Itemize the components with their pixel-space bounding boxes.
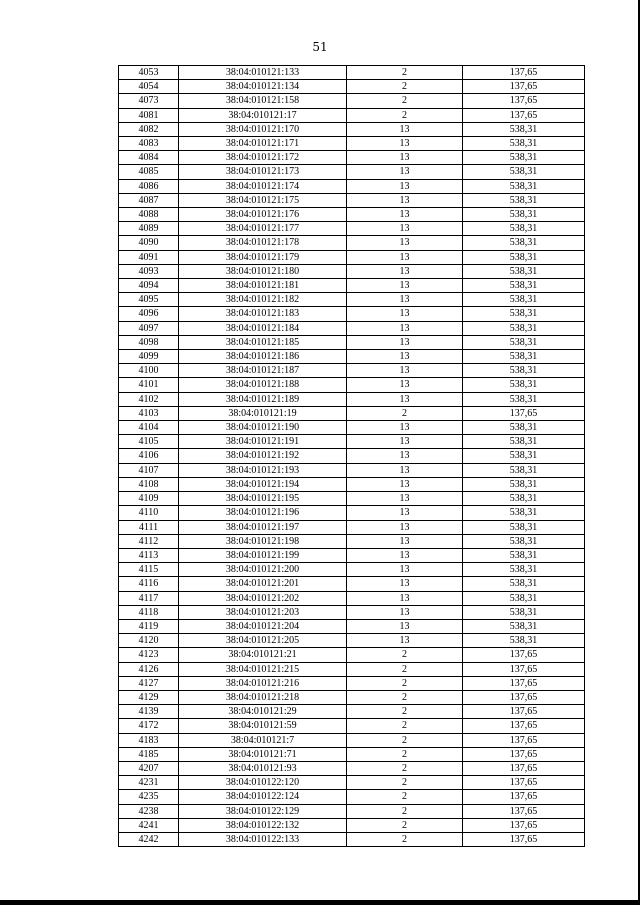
table-row (119, 534, 585, 548)
cadastral-number-cell: 38:04:010121:216 (179, 676, 347, 690)
area-cell: 538,31 (463, 563, 585, 577)
table-row (119, 392, 585, 406)
share-count-cell: 2 (347, 761, 463, 775)
cadastral-number-cell: 38:04:010121:182 (179, 293, 347, 307)
row-number-cell: 4118 (119, 605, 179, 619)
row-number-cell: 4082 (119, 122, 179, 136)
share-count-cell: 13 (347, 520, 463, 534)
row-number-cell: 4113 (119, 548, 179, 562)
table-row (119, 591, 585, 605)
cadastral-number-cell: 38:04:010121:177 (179, 222, 347, 236)
share-count-cell: 13 (347, 619, 463, 633)
area-cell: 538,31 (463, 122, 585, 136)
table-row (119, 165, 585, 179)
area-cell: 538,31 (463, 335, 585, 349)
table-row (119, 662, 585, 676)
cadastral-number-cell: 38:04:010121:190 (179, 421, 347, 435)
table-row (119, 236, 585, 250)
row-number-cell: 4085 (119, 165, 179, 179)
cadastral-number-cell: 38:04:010121:17 (179, 108, 347, 122)
cadastral-number-cell: 38:04:010121:201 (179, 577, 347, 591)
table-row (119, 108, 585, 122)
area-cell: 538,31 (463, 619, 585, 633)
cadastral-number-cell: 38:04:010121:188 (179, 378, 347, 392)
row-number-cell: 4089 (119, 222, 179, 236)
area-cell: 538,31 (463, 605, 585, 619)
row-number-cell: 4119 (119, 619, 179, 633)
cadastral-number-cell: 38:04:010122:124 (179, 790, 347, 804)
table-row (119, 307, 585, 321)
share-count-cell: 2 (347, 108, 463, 122)
share-count-cell: 13 (347, 208, 463, 222)
cadastral-number-cell: 38:04:010121:178 (179, 236, 347, 250)
area-cell: 538,31 (463, 321, 585, 335)
row-number-cell: 4241 (119, 818, 179, 832)
row-number-cell: 4093 (119, 264, 179, 278)
row-number-cell: 4172 (119, 719, 179, 733)
row-number-cell: 4112 (119, 534, 179, 548)
share-count-cell: 13 (347, 137, 463, 151)
area-cell: 538,31 (463, 279, 585, 293)
area-cell: 538,31 (463, 193, 585, 207)
share-count-cell: 13 (347, 421, 463, 435)
area-cell: 538,31 (463, 236, 585, 250)
table-row (119, 548, 585, 562)
table-row (119, 151, 585, 165)
share-count-cell: 13 (347, 506, 463, 520)
cadastral-number-cell: 38:04:010121:218 (179, 690, 347, 704)
area-cell: 538,31 (463, 151, 585, 165)
area-cell: 538,31 (463, 492, 585, 506)
cadastral-number-cell: 38:04:010121:158 (179, 94, 347, 108)
area-cell: 538,31 (463, 350, 585, 364)
row-number-cell: 4183 (119, 733, 179, 747)
share-count-cell: 2 (347, 648, 463, 662)
area-cell: 137,65 (463, 690, 585, 704)
area-cell: 137,65 (463, 705, 585, 719)
row-number-cell: 4086 (119, 179, 179, 193)
table-row (119, 790, 585, 804)
table-row (119, 80, 585, 94)
area-cell: 538,31 (463, 179, 585, 193)
row-number-cell: 4101 (119, 378, 179, 392)
table-row (119, 449, 585, 463)
table-row (119, 477, 585, 491)
area-cell: 538,31 (463, 463, 585, 477)
row-number-cell: 4094 (119, 279, 179, 293)
table-row (119, 406, 585, 420)
share-count-cell: 13 (347, 392, 463, 406)
area-cell: 538,31 (463, 435, 585, 449)
area-cell: 137,65 (463, 66, 585, 80)
area-cell: 137,65 (463, 804, 585, 818)
row-number-cell: 4091 (119, 250, 179, 264)
cadastral-number-cell: 38:04:010121:93 (179, 761, 347, 775)
share-count-cell: 2 (347, 790, 463, 804)
area-cell: 538,31 (463, 449, 585, 463)
table-row (119, 435, 585, 449)
table-row (119, 335, 585, 349)
row-number-cell: 4104 (119, 421, 179, 435)
share-count-cell: 13 (347, 179, 463, 193)
share-count-cell: 13 (347, 364, 463, 378)
row-number-cell: 4097 (119, 321, 179, 335)
table-row (119, 350, 585, 364)
row-number-cell: 4126 (119, 662, 179, 676)
table-row (119, 577, 585, 591)
table-row (119, 421, 585, 435)
row-number-cell: 4242 (119, 832, 179, 846)
row-number-cell: 4231 (119, 776, 179, 790)
row-number-cell: 4100 (119, 364, 179, 378)
cadastral-number-cell: 38:04:010121:175 (179, 193, 347, 207)
table-row (119, 264, 585, 278)
row-number-cell: 4129 (119, 690, 179, 704)
area-cell: 137,65 (463, 406, 585, 420)
cadastral-number-cell: 38:04:010121:59 (179, 719, 347, 733)
cadastral-number-cell: 38:04:010121:181 (179, 279, 347, 293)
area-cell: 137,65 (463, 662, 585, 676)
share-count-cell: 2 (347, 818, 463, 832)
share-count-cell: 13 (347, 563, 463, 577)
share-count-cell: 2 (347, 733, 463, 747)
row-number-cell: 4123 (119, 648, 179, 662)
row-number-cell: 4120 (119, 634, 179, 648)
row-number-cell: 4235 (119, 790, 179, 804)
table-row (119, 364, 585, 378)
area-cell: 538,31 (463, 222, 585, 236)
area-cell: 538,31 (463, 293, 585, 307)
row-number-cell: 4099 (119, 350, 179, 364)
share-count-cell: 13 (347, 264, 463, 278)
table-row (119, 761, 585, 775)
row-number-cell: 4081 (119, 108, 179, 122)
cadastral-number-cell: 38:04:010121:186 (179, 350, 347, 364)
share-count-cell: 2 (347, 94, 463, 108)
row-number-cell: 4109 (119, 492, 179, 506)
table-row (119, 378, 585, 392)
table-row (119, 648, 585, 662)
cadastral-number-cell: 38:04:010121:183 (179, 307, 347, 321)
area-cell: 137,65 (463, 776, 585, 790)
cadastral-number-cell: 38:04:010121:192 (179, 449, 347, 463)
area-cell: 137,65 (463, 747, 585, 761)
row-number-cell: 4073 (119, 94, 179, 108)
cadastral-number-cell: 38:04:010121:184 (179, 321, 347, 335)
row-number-cell: 4084 (119, 151, 179, 165)
area-cell: 137,65 (463, 108, 585, 122)
row-number-cell: 4139 (119, 705, 179, 719)
share-count-cell: 13 (347, 293, 463, 307)
row-number-cell: 4103 (119, 406, 179, 420)
area-cell: 538,31 (463, 208, 585, 222)
cadastral-number-cell: 38:04:010121:171 (179, 137, 347, 151)
cadastral-number-cell: 38:04:010121:202 (179, 591, 347, 605)
cadastral-number-cell: 38:04:010122:120 (179, 776, 347, 790)
share-count-cell: 13 (347, 151, 463, 165)
cadastral-number-cell: 38:04:010121:134 (179, 80, 347, 94)
table-row (119, 94, 585, 108)
share-count-cell: 2 (347, 406, 463, 420)
share-count-cell: 13 (347, 279, 463, 293)
row-number-cell: 4108 (119, 477, 179, 491)
share-count-cell: 13 (347, 236, 463, 250)
share-count-cell: 13 (347, 222, 463, 236)
area-cell: 137,65 (463, 719, 585, 733)
cadastral-number-cell: 38:04:010121:189 (179, 392, 347, 406)
cadastral-number-cell: 38:04:010121:174 (179, 179, 347, 193)
table-row (119, 690, 585, 704)
cadastral-number-cell: 38:04:010121:193 (179, 463, 347, 477)
row-number-cell: 4106 (119, 449, 179, 463)
share-count-cell: 13 (347, 335, 463, 349)
area-cell: 538,31 (463, 378, 585, 392)
row-number-cell: 4238 (119, 804, 179, 818)
cadastral-number-cell: 38:04:010121:180 (179, 264, 347, 278)
table-row (119, 634, 585, 648)
share-count-cell: 13 (347, 165, 463, 179)
row-number-cell: 4185 (119, 747, 179, 761)
share-count-cell: 2 (347, 776, 463, 790)
cadastral-number-cell: 38:04:010121:205 (179, 634, 347, 648)
area-cell: 538,31 (463, 591, 585, 605)
row-number-cell: 4090 (119, 236, 179, 250)
share-count-cell: 2 (347, 662, 463, 676)
cadastral-number-cell: 38:04:010121:203 (179, 605, 347, 619)
cadastral-number-cell: 38:04:010122:133 (179, 832, 347, 846)
table-row (119, 321, 585, 335)
cadastral-number-cell: 38:04:010121:196 (179, 506, 347, 520)
table-row (119, 563, 585, 577)
cadastral-number-cell: 38:04:010121:173 (179, 165, 347, 179)
cadastral-number-cell: 38:04:010121:176 (179, 208, 347, 222)
area-cell: 538,31 (463, 520, 585, 534)
cadastral-number-cell: 38:04:010121:187 (179, 364, 347, 378)
row-number-cell: 4207 (119, 761, 179, 775)
table-row (119, 193, 585, 207)
share-count-cell: 13 (347, 350, 463, 364)
table-row (119, 137, 585, 151)
area-cell: 538,31 (463, 364, 585, 378)
row-number-cell: 4105 (119, 435, 179, 449)
table-row (119, 66, 585, 80)
share-count-cell: 13 (347, 378, 463, 392)
area-cell: 538,31 (463, 307, 585, 321)
share-count-cell: 13 (347, 591, 463, 605)
cadastral-number-cell: 38:04:010121:200 (179, 563, 347, 577)
area-cell: 538,31 (463, 634, 585, 648)
cadastral-number-cell: 38:04:010121:170 (179, 122, 347, 136)
row-number-cell: 4116 (119, 577, 179, 591)
area-cell: 538,31 (463, 264, 585, 278)
share-count-cell: 2 (347, 705, 463, 719)
area-cell: 137,65 (463, 94, 585, 108)
share-count-cell: 13 (347, 534, 463, 548)
table-row (119, 492, 585, 506)
share-count-cell: 2 (347, 80, 463, 94)
area-cell: 538,31 (463, 165, 585, 179)
area-cell: 137,65 (463, 818, 585, 832)
share-count-cell: 13 (347, 321, 463, 335)
cadastral-number-cell: 38:04:010121:194 (179, 477, 347, 491)
share-count-cell: 13 (347, 477, 463, 491)
share-count-cell: 13 (347, 634, 463, 648)
table-row (119, 705, 585, 719)
share-count-cell: 2 (347, 804, 463, 818)
area-cell: 137,65 (463, 648, 585, 662)
cadastral-number-cell: 38:04:010122:132 (179, 818, 347, 832)
cadastral-number-cell: 38:04:010121:191 (179, 435, 347, 449)
table-row (119, 250, 585, 264)
row-number-cell: 4102 (119, 392, 179, 406)
share-count-cell: 2 (347, 719, 463, 733)
area-cell: 538,31 (463, 534, 585, 548)
land-parcel-table (118, 65, 585, 847)
area-cell: 538,31 (463, 392, 585, 406)
row-number-cell: 4053 (119, 66, 179, 80)
area-cell: 538,31 (463, 421, 585, 435)
area-cell: 137,65 (463, 80, 585, 94)
table-row (119, 463, 585, 477)
table-row (119, 293, 585, 307)
share-count-cell: 13 (347, 435, 463, 449)
share-count-cell: 13 (347, 463, 463, 477)
table-row (119, 818, 585, 832)
share-count-cell: 13 (347, 449, 463, 463)
table-row (119, 222, 585, 236)
cadastral-number-cell: 38:04:010121:204 (179, 619, 347, 633)
cadastral-number-cell: 38:04:010121:179 (179, 250, 347, 264)
table-row (119, 619, 585, 633)
area-cell: 538,31 (463, 137, 585, 151)
row-number-cell: 4098 (119, 335, 179, 349)
table-row (119, 279, 585, 293)
cadastral-number-cell: 38:04:010121:195 (179, 492, 347, 506)
row-number-cell: 4087 (119, 193, 179, 207)
area-cell: 137,65 (463, 761, 585, 775)
share-count-cell: 2 (347, 690, 463, 704)
row-number-cell: 4088 (119, 208, 179, 222)
share-count-cell: 2 (347, 676, 463, 690)
share-count-cell: 13 (347, 193, 463, 207)
area-cell: 538,31 (463, 577, 585, 591)
row-number-cell: 4096 (119, 307, 179, 321)
table-row (119, 506, 585, 520)
table-row (119, 520, 585, 534)
table-row (119, 605, 585, 619)
share-count-cell: 13 (347, 548, 463, 562)
share-count-cell: 2 (347, 832, 463, 846)
cadastral-number-cell: 38:04:010121:21 (179, 648, 347, 662)
area-cell: 538,31 (463, 506, 585, 520)
table-row (119, 804, 585, 818)
row-number-cell: 4095 (119, 293, 179, 307)
cadastral-number-cell: 38:04:010121:19 (179, 406, 347, 420)
row-number-cell: 4110 (119, 506, 179, 520)
table-row (119, 719, 585, 733)
page-number: 51 (312, 40, 328, 54)
row-number-cell: 4117 (119, 591, 179, 605)
row-number-cell: 4083 (119, 137, 179, 151)
area-cell: 137,65 (463, 832, 585, 846)
table-row (119, 733, 585, 747)
share-count-cell: 13 (347, 307, 463, 321)
scan-edge-bottom (0, 900, 640, 905)
row-number-cell: 4107 (119, 463, 179, 477)
share-count-cell: 13 (347, 122, 463, 136)
table-row (119, 208, 585, 222)
table-row (119, 776, 585, 790)
share-count-cell: 2 (347, 747, 463, 761)
share-count-cell: 2 (347, 66, 463, 80)
area-cell: 137,65 (463, 733, 585, 747)
table-row (119, 832, 585, 846)
cadastral-number-cell: 38:04:010121:185 (179, 335, 347, 349)
area-cell: 538,31 (463, 477, 585, 491)
row-number-cell: 4111 (119, 520, 179, 534)
cadastral-number-cell: 38:04:010121:133 (179, 66, 347, 80)
table-row (119, 179, 585, 193)
share-count-cell: 13 (347, 492, 463, 506)
cadastral-number-cell: 38:04:010121:172 (179, 151, 347, 165)
cadastral-number-cell: 38:04:010122:129 (179, 804, 347, 818)
table-row (119, 122, 585, 136)
cadastral-number-cell: 38:04:010121:7 (179, 733, 347, 747)
table-body (119, 66, 585, 847)
area-cell: 538,31 (463, 548, 585, 562)
share-count-cell: 13 (347, 605, 463, 619)
share-count-cell: 13 (347, 577, 463, 591)
table-row (119, 676, 585, 690)
cadastral-number-cell: 38:04:010121:198 (179, 534, 347, 548)
cadastral-number-cell: 38:04:010121:29 (179, 705, 347, 719)
area-cell: 137,65 (463, 676, 585, 690)
cadastral-number-cell: 38:04:010121:71 (179, 747, 347, 761)
area-cell: 538,31 (463, 250, 585, 264)
table-row (119, 747, 585, 761)
row-number-cell: 4115 (119, 563, 179, 577)
share-count-cell: 13 (347, 250, 463, 264)
cadastral-number-cell: 38:04:010121:199 (179, 548, 347, 562)
row-number-cell: 4054 (119, 80, 179, 94)
area-cell: 137,65 (463, 790, 585, 804)
row-number-cell: 4127 (119, 676, 179, 690)
cadastral-number-cell: 38:04:010121:215 (179, 662, 347, 676)
cadastral-number-cell: 38:04:010121:197 (179, 520, 347, 534)
